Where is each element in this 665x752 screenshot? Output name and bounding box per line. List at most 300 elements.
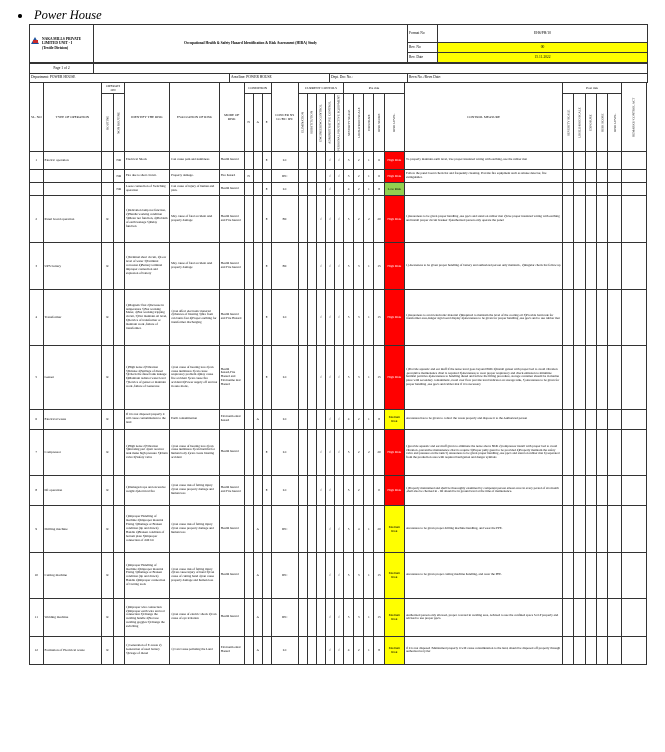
identify-risk: 1)Improper wire connection 2)Improper earth wire and rod connection 3)Change the welding handle 4)Not use welding goggles 5)Change the switching: [124, 598, 169, 636]
revn-no-label: Revn No.:/Revn Date:: [408, 73, 648, 82]
likelihood: 2: [354, 409, 364, 429]
elimination-mark: [298, 552, 307, 598]
control-measure: 1)Awareness to be given proper handling ,use ppe's and stand on rubber mat 2)Use proper insulated wiring with earthing and install proper circuit breaker 3)Authorized person only operate the panel: [405, 195, 563, 242]
ppe-mark: √: [334, 195, 343, 242]
ppe-mark: √: [334, 242, 343, 289]
non-routine-mark: [113, 289, 124, 345]
condition-e: E: [262, 345, 271, 409]
routine-mark: R: [102, 505, 113, 552]
post-risk-level-cell: [608, 636, 622, 664]
post-exposure-cell: [585, 598, 596, 636]
post-exposure-cell: [585, 636, 596, 664]
post-likelihood-cell: [574, 289, 585, 345]
substitution-mark: [307, 598, 316, 636]
post-severity-cell: [563, 169, 574, 182]
administrative-mark: √: [325, 169, 334, 182]
routine-mark: [102, 169, 113, 182]
mode-of-risk: Health hazard: [219, 182, 244, 195]
remarks-cell: [621, 409, 646, 429]
exposure: 1: [364, 636, 374, 664]
elimination-mark: [298, 242, 307, 289]
likelihood: 3: [354, 345, 364, 409]
type-of-operation: Drilling machine: [43, 505, 102, 552]
control-measure: 1)provide aquastic and ear muff given to eliminate the noise above 80db 2)compressor install with proper bed to avoid vibration ,preventive maintenance chart is require 3)Proper pully guard to be provided 4)Properly maintain the safety valve and pressure on the tank 5) Awareness to be given proper handling ,use ppe's and stand on rubber mat 6) separated from the production area with required barrigation and danger symbols: [405, 429, 563, 475]
substitution-mark: [307, 475, 316, 505]
engineering-mark: √: [316, 345, 325, 409]
substitution-mark: [307, 636, 316, 664]
table-row: [30, 345, 647, 409]
sl-no: 1: [30, 151, 44, 169]
sl-no: 6: [30, 409, 44, 429]
likelihood: 3: [354, 598, 364, 636]
post-exposure-cell: [585, 169, 596, 182]
non-routine-mark: [113, 598, 124, 636]
non-routine-mark: [113, 552, 124, 598]
condition-a: A: [253, 409, 262, 429]
exposure: 1: [364, 598, 374, 636]
condition-n: [244, 505, 253, 552]
post-risk-level-cell: [608, 429, 622, 475]
post-risk-score-cell: [597, 598, 608, 636]
col-elimination: ELIMINATION: [298, 94, 307, 152]
non-routine-mark: [113, 409, 124, 429]
severity: 3: [344, 151, 354, 169]
elimination-mark: [298, 182, 307, 195]
post-severity-cell: [563, 289, 574, 345]
concern: IPC: [271, 598, 298, 636]
remarks-cell: [621, 475, 646, 505]
control-measure: Awareness to be given proper cutting machine handling, and wear the PPE.: [405, 552, 563, 598]
table-row: [30, 182, 647, 195]
severity: 5: [344, 552, 354, 598]
identify-risk: 1)High noise 2)Vibration 3)Rotating part 4)Air receiver tank make high pressure 5)Drain valve 6)Safety valve: [124, 429, 169, 475]
identify-risk: Electrical Shock: [124, 151, 169, 169]
document-title-text: Power House: [34, 8, 102, 22]
risk-score: 15: [374, 242, 384, 289]
risk-score: 6: [374, 151, 384, 169]
severity: 5: [344, 242, 354, 289]
condition-e: [262, 598, 271, 636]
col-post-likelihood: LIKELIHOOD SCALE: [574, 94, 585, 152]
header-table: [29, 24, 648, 63]
sl-no: 10: [30, 552, 44, 598]
substitution-mark: [307, 429, 316, 475]
routine-mark: R: [102, 429, 113, 475]
identify-risk: Loose connection of Switching operation: [124, 182, 169, 195]
condition-e: [262, 169, 271, 182]
col-likelihood: LIKELIHOOD SCALE: [354, 94, 364, 152]
col-risk-level: RISK LEVEL: [384, 94, 404, 152]
company-line-1: NAKA MILLS PRIVATE: [42, 36, 82, 41]
post-risk-level-cell: [608, 475, 622, 505]
condition-a: [253, 475, 262, 505]
routine-mark: [102, 151, 113, 169]
col-severity: SEVERITY SCALE: [344, 94, 354, 152]
col-current-controls: CURRENT CONTOLS: [298, 83, 343, 94]
identify-risk: 1)Terminal short circuit, 2)Low level of water 3)Terminal corrosion 4)Battery terminal improper connection and explosion of battery: [124, 242, 169, 289]
control-measure: 1)Awareness to avoid electronic material 2)Required to maintain the level of the cooling oil 3)Provide barricade for transformer area,danger sign board display 4)Awareness to be given for proper handling ,use ppe's and to use rubber mat: [405, 289, 563, 345]
type-of-operation: Formation of Electrical waste: [43, 636, 102, 664]
format-no-label: Format No: [408, 25, 438, 43]
concern: LC: [271, 409, 298, 429]
type-of-operation: [43, 169, 102, 182]
table-row: [30, 409, 647, 429]
administrative-mark: √: [325, 505, 334, 552]
post-severity-cell: [563, 636, 574, 664]
administrative-mark: √: [325, 151, 334, 169]
col-control-measure: CONTROL MEASURE: [405, 83, 563, 152]
engineering-mark: √: [316, 195, 325, 242]
type-of-operation: Electrical waste: [43, 409, 102, 429]
engineering-mark: [316, 505, 325, 552]
risk-level: High Risk: [384, 429, 404, 475]
routine-mark: R: [102, 552, 113, 598]
post-risk-score-cell: [597, 151, 608, 169]
post-likelihood-cell: [574, 182, 585, 195]
post-likelihood-cell: [574, 409, 585, 429]
severity: 5: [344, 345, 354, 409]
condition-e: [262, 409, 271, 429]
elimination-mark: [298, 195, 307, 242]
elimination-mark: [298, 636, 307, 664]
post-risk-score-cell: [597, 195, 608, 242]
concern: LC: [271, 345, 298, 409]
post-severity-cell: [563, 598, 574, 636]
rev-date-value: 15.11.2022: [438, 53, 648, 63]
ppe-mark: √: [334, 598, 343, 636]
administrative-mark: √: [325, 345, 334, 409]
mode-of-risk: Environm ental hazard: [219, 409, 244, 429]
severity: 5: [344, 289, 354, 345]
evaluation: 1)can cause risk of falling injury 2)Can cause injury of hand 3)Can cause of cutting hand 4)can cause property damage and human loss: [170, 552, 220, 598]
post-exposure-cell: [585, 505, 596, 552]
identify-risk: 1)Magnetic flux 2)Increase in temperature 3)Not working Meter, 4)Not working tripping circuit, 5)Not maintain oil level, 6)Service of transformer or maintain work ,failure of transformer.: [124, 289, 169, 345]
remarks-cell: [621, 289, 646, 345]
ppe-mark: [334, 475, 343, 505]
substitution-mark: [307, 552, 316, 598]
sl-no: [30, 169, 44, 182]
engineering-mark: √: [316, 475, 325, 505]
condition-a: A: [253, 598, 262, 636]
condition-e: E: [262, 429, 271, 475]
bullet-icon: [18, 14, 22, 18]
risk-level: High Risk: [384, 195, 404, 242]
risk-level: High Risk: [384, 475, 404, 505]
post-severity-cell: [563, 151, 574, 169]
non-routine-mark: [113, 242, 124, 289]
post-severity-cell: [563, 409, 574, 429]
remarks-cell: [621, 505, 646, 552]
post-exposure-cell: [585, 429, 596, 475]
mode-of-risk: Health hazard and Fire Hazard: [219, 289, 244, 345]
post-risk-score-cell: [597, 289, 608, 345]
concern: LC: [271, 289, 298, 345]
post-risk-level-cell: [608, 242, 622, 289]
routine-mark: R: [102, 636, 113, 664]
evaluation: 1)can cause risk of falling injury 2)can cause property damage and human loss: [170, 505, 220, 552]
condition-a: [253, 345, 262, 409]
risk-level: Medium Risk: [384, 552, 404, 598]
post-likelihood-cell: [574, 151, 585, 169]
evaluation: 1)can cause of hearing loss 2)can cause numbness 3)can cause respiratory problem 4)may cause fire accident 5)can cause fire accident 6)Power supply off and not in auto mode,: [170, 345, 220, 409]
col-cond-n: N: [244, 94, 253, 152]
col-administrative: ADMINISTRATIVE CONTROL: [325, 94, 334, 152]
evaluation: Can cause of injury of human and plan.: [170, 182, 220, 195]
severity: 4: [344, 409, 354, 429]
remarks-cell: [621, 195, 646, 242]
col-mode: MODE OF RISK: [219, 83, 244, 152]
risk-level: Medium Risk: [384, 409, 404, 429]
engineering-mark: [316, 169, 325, 182]
post-likelihood-cell: [574, 598, 585, 636]
col-type-of-operation: TYPE OF OPERATION: [43, 83, 102, 152]
col-routine: ROUTINE: [102, 94, 113, 152]
administrative-mark: √: [325, 182, 334, 195]
administrative-mark: √: [325, 289, 334, 345]
exposure: 1: [364, 409, 374, 429]
risk-score: 8: [374, 182, 384, 195]
likelihood: 2: [354, 636, 364, 664]
type-of-operation: Compressor: [43, 429, 102, 475]
likelihood: 3: [354, 289, 364, 345]
remarks-cell: [621, 598, 646, 636]
post-risk-level-cell: [608, 289, 622, 345]
sl-no: 9: [30, 505, 44, 552]
col-evaluation: EVALUATION OF RISK: [170, 83, 220, 152]
remarks-cell: [621, 552, 646, 598]
condition-a: A: [253, 505, 262, 552]
ppe-mark: √: [334, 409, 343, 429]
condition-a: [253, 169, 262, 182]
post-risk-level-cell: [608, 505, 622, 552]
administrative-mark: √: [325, 195, 334, 242]
ppe-mark: √: [334, 429, 343, 475]
post-exposure-cell: [585, 552, 596, 598]
condition-n: [244, 636, 253, 664]
evaluation: Earth contamination: [170, 409, 220, 429]
format-no-value: EHS/PH/10: [438, 25, 648, 43]
post-exposure-cell: [585, 409, 596, 429]
elimination-mark: [298, 151, 307, 169]
post-likelihood-cell: [574, 552, 585, 598]
likelihood: 2: [354, 429, 364, 475]
post-risk-score-cell: [597, 636, 608, 664]
col-remarks: REMARKS/ CONTROL ACT: [621, 83, 646, 152]
post-exposure-cell: [585, 195, 596, 242]
exposure: 1: [364, 505, 374, 552]
exposure: 1: [364, 552, 374, 598]
substitution-mark: [307, 505, 316, 552]
company-line-2: LIMITED UNIT - I: [42, 41, 73, 46]
mode-of-risk: Health hazard and Fire hazard: [219, 195, 244, 242]
condition-n: [244, 195, 253, 242]
severity: 5: [344, 598, 354, 636]
likelihood: 2: [354, 182, 364, 195]
remarks-cell: [621, 345, 646, 409]
rev-no-label: Rev. No: [408, 43, 438, 53]
engineering-mark: [316, 409, 325, 429]
remarks-cell: [621, 182, 646, 195]
company-logo-icon: [31, 37, 40, 44]
risk-level: High Risk: [384, 345, 404, 409]
col-sl-no: SL. NO: [30, 83, 44, 152]
post-risk-score-cell: [597, 552, 608, 598]
post-risk-score-cell: [597, 475, 608, 505]
risk-score: 15: [374, 345, 384, 409]
table-row: [30, 636, 647, 664]
remarks-cell: [621, 242, 646, 289]
col-operation: OPERATI ON: [102, 83, 125, 94]
identify-risk: If it is not disposed properly it will cause contamination to the land: [124, 409, 169, 429]
exposure: 1: [364, 242, 374, 289]
severity: 4: [344, 182, 354, 195]
control-measure: Awareness to be given proper drilling machine handling, and wear the PPE.: [405, 505, 563, 552]
ppe-mark: [334, 182, 343, 195]
type-of-operation: Cutting machine: [43, 552, 102, 598]
post-severity-cell: [563, 345, 574, 409]
risk-level: Medium Risk: [384, 636, 404, 664]
risk-level: Low Risk: [384, 182, 404, 195]
risk-score: 15: [374, 598, 384, 636]
col-cond-e: E: [262, 94, 271, 152]
exposure: 1: [364, 151, 374, 169]
condition-e: E: [262, 151, 271, 169]
mode-of-risk: Health hazard: [219, 505, 244, 552]
risk-score: 15: [374, 289, 384, 345]
evaluation: 1)can affect electronic material 2)chances of blasting 3)fire from can burns fast 4)Proper earthing for transformer discharging: [170, 289, 220, 345]
post-risk-score-cell: [597, 505, 608, 552]
sl-no: 7: [30, 429, 44, 475]
sl-no: 12: [30, 636, 44, 664]
col-post-risk-level: RISK LEVEL: [608, 94, 622, 152]
sub-header-table: [29, 63, 648, 83]
post-risk-level-cell: [608, 169, 622, 182]
identify-risk: Fire due to short circuit.: [124, 169, 169, 182]
evaluation: May cause of fatal accident And property damage: [170, 242, 220, 289]
rev-no-value: 00: [438, 43, 648, 53]
post-severity-cell: [563, 505, 574, 552]
col-substitution: SUBSTITUTION: [307, 94, 316, 152]
condition-n: [244, 475, 253, 505]
sl-no: 8: [30, 475, 44, 505]
routine-mark: R: [102, 195, 113, 242]
post-severity-cell: [563, 429, 574, 475]
condition-a: [253, 289, 262, 345]
substitution-mark: [307, 409, 316, 429]
administrative-mark: √: [325, 429, 334, 475]
likelihood: 3: [354, 242, 364, 289]
table-row: [30, 475, 647, 505]
engineering-mark: √: [316, 429, 325, 475]
concern: LC: [271, 429, 298, 475]
identify-risk: 1) Generation of E-waste 2) Generation of used battery 3)Usage of diesel: [124, 636, 169, 664]
condition-n: [244, 242, 253, 289]
condition-a: A: [253, 552, 262, 598]
mode-of-risk: Health hazard: [219, 552, 244, 598]
post-risk-level-cell: [608, 409, 622, 429]
post-exposure-cell: [585, 289, 596, 345]
engineering-mark: [316, 598, 325, 636]
col-cond-a: A: [253, 94, 262, 152]
ppe-mark: √: [334, 636, 343, 664]
routine-mark: [102, 182, 113, 195]
condition-e: E: [262, 242, 271, 289]
sl-no: 5: [30, 345, 44, 409]
sl-no: 2: [30, 195, 44, 242]
type-of-operation: Electric operation: [43, 151, 102, 169]
type-of-operation: Transformer: [43, 289, 102, 345]
concern: LC: [271, 182, 298, 195]
condition-n: [244, 289, 253, 345]
area-label: Area/line: POWER HOUSE: [230, 73, 330, 82]
document-title: [18, 8, 102, 23]
post-likelihood-cell: [574, 505, 585, 552]
ppe-mark: √: [334, 169, 343, 182]
condition-a: [253, 151, 262, 169]
table-row: [30, 169, 647, 182]
col-post-risk-score: RISK SCORE: [597, 94, 608, 152]
study-title: Occupational Health & Safety Hazard Identification & Risk Assessment (HIRA) Study: [94, 25, 408, 63]
post-risk-level-cell: [608, 151, 622, 169]
condition-e: [262, 505, 271, 552]
exposure: 1: [364, 289, 374, 345]
elimination-mark: [298, 475, 307, 505]
post-exposure-cell: [585, 182, 596, 195]
severity: 5: [344, 475, 354, 505]
post-severity-cell: [563, 195, 574, 242]
ppe-mark: √: [334, 552, 343, 598]
engineering-mark: [316, 182, 325, 195]
condition-e: [262, 636, 271, 664]
post-severity-cell: [563, 552, 574, 598]
sl-no: 4: [30, 289, 44, 345]
post-risk-level-cell: [608, 345, 622, 409]
condition-n: [244, 409, 253, 429]
dept-doc-label: Dept. Doc No.:: [330, 73, 408, 82]
risk-score: 8: [374, 636, 384, 664]
administrative-mark: √: [325, 552, 334, 598]
condition-n: [244, 429, 253, 475]
control-measure: 1) Awareness to be given proper handling of battery and authorized person only maintain , 2)Regular check list follow up: [405, 242, 563, 289]
rev-date-label: Rev. Date: [408, 53, 438, 63]
identify-risk: 1)High noise 2)Vibration 3)Smoke 4)Spillage of diesel 5)Check the diesel tank leakage 6)Maintain radiator water level 7)Service of genset or maintain work ,failure of Generator.: [124, 345, 169, 409]
post-likelihood-cell: [574, 636, 585, 664]
likelihood: 2: [354, 475, 364, 505]
mode-of-risk: Health hazard,Fire Hazard and Environme ntal Hazard: [219, 345, 244, 409]
post-likelihood-cell: [574, 242, 585, 289]
exposure: 1: [364, 345, 374, 409]
control-measure: [405, 182, 563, 195]
post-risk-level-cell: [608, 195, 622, 242]
administrative-mark: √: [325, 598, 334, 636]
evaluation: Can cause pain and numbness: [170, 151, 220, 169]
administrative-mark: √: [325, 636, 334, 664]
post-risk-score-cell: [597, 429, 608, 475]
condition-e: [262, 552, 271, 598]
substitution-mark: [307, 182, 316, 195]
concern: BC: [271, 242, 298, 289]
table-row: [30, 151, 647, 169]
hira-sheet: [29, 24, 647, 665]
condition-n: [244, 151, 253, 169]
mode-of-risk: Health hazard: [219, 598, 244, 636]
substitution-mark: [307, 242, 316, 289]
likelihood: 2: [354, 169, 364, 182]
post-likelihood-cell: [574, 475, 585, 505]
table-row: [30, 429, 647, 475]
concern: IPC: [271, 169, 298, 182]
exposure: 2: [364, 429, 374, 475]
